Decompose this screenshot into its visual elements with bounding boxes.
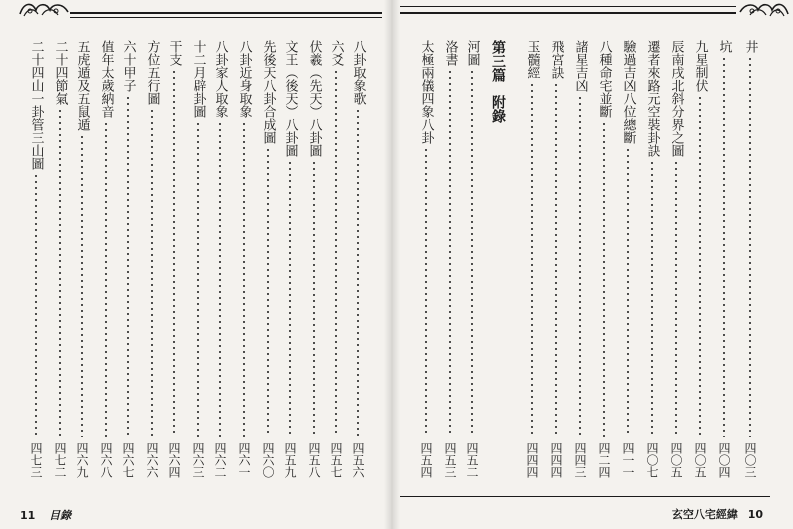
toc-entry: [642, 40, 662, 478]
toc-entry-title: 值年太歲納音: [98, 40, 114, 118]
dot-leader: [105, 121, 107, 437]
toc-entry: [740, 40, 760, 478]
toc-entry-page: 四〇三: [743, 442, 757, 478]
toc-entry: [164, 40, 184, 478]
dot-leader: [219, 121, 221, 437]
section-heading: [488, 40, 508, 478]
page-footer-right: [672, 506, 763, 522]
toc-entry-title: 遷者來路元空裝卦訣: [644, 40, 660, 157]
toc-entry-title: 諸星吉凶: [572, 40, 588, 92]
toc-entry-title: 干支: [166, 40, 182, 66]
toc-entry-page: 四四四: [525, 442, 539, 478]
dot-leader: [313, 160, 315, 437]
toc-entry: [570, 40, 590, 478]
header-rule: [400, 12, 736, 14]
header-rule-thin: [70, 17, 382, 18]
page-number: 11: [20, 509, 36, 522]
right-page: [392, 0, 793, 529]
toc-entry-title: 二十四山一卦管三山圖: [28, 40, 44, 170]
cloud-ornament-icon: [738, 0, 790, 20]
toc-entry: [546, 40, 566, 478]
dot-leader: [357, 108, 359, 437]
toc-entry-title: 河圖: [464, 40, 480, 66]
toc-entry-title: 驗過吉凶八位總斷: [620, 40, 636, 144]
dot-leader: [197, 121, 199, 437]
dot-leader: [243, 121, 245, 437]
toc-entry-title: 玉髓經: [524, 40, 540, 79]
toc-entry-title: 八種命宅並斷: [596, 40, 612, 118]
dot-leader: [555, 82, 557, 437]
dot-leader: [267, 147, 269, 437]
dot-leader: [531, 82, 533, 437]
toc-entry-page: 四七二: [53, 442, 67, 478]
dot-leader: [471, 69, 473, 437]
toc-entry-title: 八卦家人取象: [212, 40, 228, 118]
section-part: 第三篇: [490, 40, 506, 82]
dot-leader: [579, 95, 581, 437]
toc-entry-page: 四五四: [419, 442, 433, 478]
toc-entry: [348, 40, 368, 478]
footer-rule: [400, 496, 770, 497]
toc-entry-title: 飛宮訣: [548, 40, 564, 79]
toc-entry-page: 四六九: [75, 442, 89, 478]
dot-leader: [335, 69, 337, 437]
toc-entry-title: 方位五行圖: [144, 40, 160, 105]
dot-leader: [627, 147, 629, 437]
dot-leader: [675, 160, 677, 437]
footer-label: 目錄: [49, 509, 72, 522]
toc-entry-page: 四五二: [465, 442, 479, 478]
toc-entry: [96, 40, 116, 478]
dot-leader: [35, 173, 37, 437]
toc-entry: [118, 40, 138, 478]
toc-entry: [462, 40, 482, 478]
toc-entry-page: 四五三: [443, 442, 457, 478]
toc-entry-title: 五虎遁及五鼠遁: [74, 40, 90, 131]
toc-entry-page: 四四四: [549, 442, 563, 478]
dot-leader: [699, 95, 701, 437]
toc-entry: [326, 40, 346, 478]
toc-entry: [594, 40, 614, 478]
toc-entry-page: 四六三: [191, 442, 205, 478]
toc-entry-page: 四五九: [283, 442, 297, 478]
toc-entry: [188, 40, 208, 478]
toc-entry-title: 洛書: [442, 40, 458, 66]
toc-entry-title: 太極兩儀四象八卦: [418, 40, 434, 144]
toc-entry-page: 四六二: [213, 442, 227, 478]
toc-entry-page: 四二四: [597, 442, 611, 478]
toc-entry-title: 八卦近身取象: [236, 40, 252, 118]
dot-leader: [127, 95, 129, 437]
toc-entry-page: 四〇四: [717, 442, 731, 478]
toc-entry-page: 四六一: [237, 442, 251, 478]
toc-entry: [26, 40, 46, 478]
toc-entry-page: 四六八: [99, 442, 113, 478]
dot-leader: [173, 69, 175, 437]
dot-leader: [749, 56, 751, 437]
toc-entry-title: 六爻: [328, 40, 344, 66]
toc-entry-page: 四七三: [29, 442, 43, 478]
toc-entry-page: 四五六: [351, 442, 365, 478]
toc-entry-title: 井: [742, 40, 758, 53]
toc-entry-title: 十二月辟卦圖: [190, 40, 206, 118]
book-title: 玄空八宅經緯: [671, 508, 738, 521]
toc-entry: [666, 40, 686, 478]
spacer: [491, 82, 506, 95]
toc-entry: [522, 40, 542, 478]
toc-entry: [72, 40, 92, 478]
toc-entry-title: 九星制伏: [692, 40, 708, 92]
header-rule: [70, 12, 382, 14]
toc-entry: [618, 40, 638, 478]
dot-leader: [449, 69, 451, 437]
toc-entry-title: 坑: [716, 40, 732, 53]
toc-entry: [280, 40, 300, 478]
toc-entry-page: 四六六: [145, 442, 159, 478]
dot-leader: [59, 108, 61, 437]
toc-entry-page: 四〇五: [693, 442, 707, 478]
dot-leader: [603, 121, 605, 437]
dot-leader: [723, 56, 725, 437]
toc-entry-page: 四六〇: [261, 442, 275, 478]
toc-entry-page: 四四三: [573, 442, 587, 478]
toc-entry-page: 四六七: [121, 442, 135, 478]
toc-entry: [714, 40, 734, 478]
dot-leader: [651, 160, 653, 437]
dot-leader: [151, 108, 153, 437]
toc-entry: [234, 40, 254, 478]
toc-entry-page: 四五七: [329, 442, 343, 478]
toc-entry: [304, 40, 324, 478]
toc-entry: [440, 40, 460, 478]
toc-entry-title: 六十甲子: [120, 40, 136, 92]
toc-entry-page: 四一一: [621, 442, 635, 478]
page-number: 10: [747, 508, 763, 521]
toc-entry-page: 四〇七: [645, 442, 659, 478]
dot-leader: [289, 160, 291, 437]
header-rule-thin: [400, 6, 736, 7]
toc-entry-title: 二十四節氣: [52, 40, 68, 105]
toc-entry: [258, 40, 278, 478]
toc-entry-title: 文王（後天）八卦圖: [282, 40, 298, 157]
toc-entry-title: 八卦取象歌: [350, 40, 366, 105]
toc-entry-title: 伏羲（先天）八卦圖: [306, 40, 322, 157]
toc-entry: [690, 40, 710, 478]
toc-entry-page: 四五八: [307, 442, 321, 478]
cloud-ornament-icon: [18, 0, 70, 20]
toc-entry-page: 四〇五: [669, 442, 683, 478]
toc-entry-title: 辰南戌北斜分界之圖: [668, 40, 684, 157]
toc-entry: [416, 40, 436, 478]
toc-entry: [50, 40, 70, 478]
toc-entry: [210, 40, 230, 478]
toc-entry-title: 先後天八卦合成圖: [260, 40, 276, 144]
toc-entry-page: 四六四: [167, 442, 181, 478]
dot-leader: [81, 134, 83, 437]
toc-entry: [142, 40, 162, 478]
page-footer-left: [20, 507, 71, 523]
section-name: 附錄: [490, 95, 506, 123]
left-page: [0, 0, 392, 529]
dot-leader: [425, 147, 427, 437]
